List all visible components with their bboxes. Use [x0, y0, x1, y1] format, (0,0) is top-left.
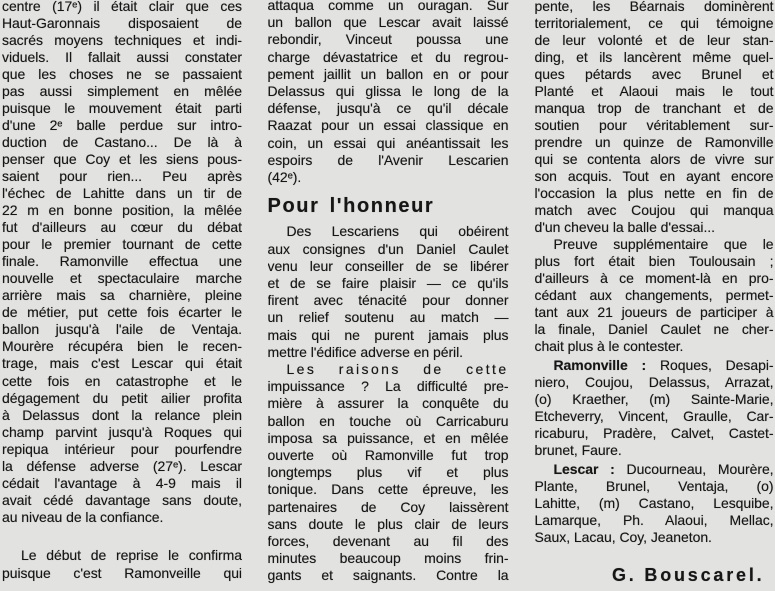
- text-line: d'une 2ᵉ balle perdue sur intro-: [2, 116, 242, 133]
- byline: G. Bouscarel.: [612, 565, 765, 585]
- text-line: aux consignes d'un Daniel Caulet: [267, 240, 509, 257]
- text-line: sacrés moyens techniques et indi-: [2, 31, 242, 48]
- text-line: saient pour rien... Peu après: [2, 167, 242, 184]
- text-line: à Delassus dont la relance plein: [2, 406, 242, 423]
- text-line: pement jaillit un ballon en or pour: [267, 65, 509, 82]
- text-line: venu leur conseiller de se libérer: [267, 257, 509, 274]
- text-line: longtemps plus vif et plus: [267, 464, 509, 481]
- text-line: finale. Ramonville effectua une: [2, 253, 242, 270]
- text-line: de métier, put cette fois écarter le: [2, 304, 242, 321]
- paragraph: [268, 223, 509, 361]
- paragraph: [535, 0, 774, 236]
- text-line: cette fois en catastrophe et le: [2, 372, 242, 389]
- text-line: impuissance ? La difficulté pre-: [267, 378, 509, 395]
- lineup-paragraph: [535, 357, 774, 459]
- paragraph: [2, 547, 242, 581]
- text-line: forces, devenant au fil des: [267, 533, 509, 550]
- text-line: Saux, Lacau, Coy, Jeaneton.: [534, 528, 712, 545]
- text-line: puisque c'est Ramonveille qui: [2, 564, 242, 581]
- text-line: puisque le mouvement était parti: [2, 99, 242, 116]
- text-line: fut d'ailleurs au cœur du débat: [2, 219, 242, 236]
- team-players: Ducourneau, Mourère,: [626, 460, 774, 477]
- lineup-paragraph: [535, 461, 774, 546]
- text-line: Delassus qui glissa le long de la: [267, 83, 509, 100]
- text-line: ques pétards avec Brunel et: [534, 65, 774, 82]
- text-line: de leur volonté et de leur stan-: [534, 31, 774, 48]
- text-line: imposa sa puissance, et en mêlée: [267, 429, 509, 446]
- text-line: ding, et ils lancèrent même quel-: [534, 48, 774, 65]
- text-line: [535, 461, 774, 478]
- text-line: rebondir, Vinceut poussa une: [267, 31, 509, 48]
- text-line: nouvelle et spectaculaire marche: [2, 270, 242, 287]
- text-line: l'échec de Lahitte dans un tir de: [2, 185, 242, 202]
- text-line: plus fort était bien Toulousain ;: [534, 252, 774, 269]
- text-line: trage, mais c'est Lescar qui était: [2, 355, 242, 372]
- text-line: ouverte où Ramonville fut trop: [267, 447, 509, 464]
- text-line: viduels. Il fallait aussi constater: [2, 48, 242, 65]
- text-line: ricaburu, Pradère, Calvet, Castet-: [534, 424, 774, 441]
- text-line: pente, les Béarnais dominèrent: [534, 0, 774, 14]
- text-line: espoirs de l'Avenir Lescarien: [267, 151, 509, 168]
- text-line: prendre un quinze de Ramonville: [534, 133, 774, 150]
- text-line: duction de Castano... De là à: [2, 133, 242, 150]
- team-name: Lescar :: [553, 460, 615, 477]
- text-line: soutien pour véritablement sur-: [534, 116, 774, 133]
- text-line: son acquis. Tout en ayant encore: [534, 167, 774, 184]
- paragraph: [2, 0, 242, 526]
- text-line: Plante, Brunel, Ventaja, (o): [534, 477, 774, 494]
- text-line: ballon en touche où Carricaburu: [267, 412, 509, 429]
- text-line: Le début de reprise le confirma: [21, 547, 242, 564]
- team-name: Ramonville :: [553, 356, 647, 373]
- text-line: manqua trop de tranchant et de: [534, 99, 774, 116]
- text-line: et de se faire plaisir — ce qu'ils: [267, 275, 509, 292]
- text-line: (o) Kraether, (m) Sainte-Marie,: [534, 390, 774, 407]
- text-line: partenaires de Coy laissèrent: [267, 498, 509, 515]
- text-line: l'occasion la plus nette en fin de: [534, 184, 774, 201]
- text-line: Preuve supplémentaire que le: [553, 235, 774, 252]
- text-line: champ parvint jusqu'à Roques qui: [2, 423, 242, 440]
- text-line: tonique. Dans cette épreuve, les: [267, 481, 509, 498]
- text-line: mettre l'édifice adverse en péril.: [267, 343, 464, 360]
- text-line: cédait l'avantage à 4-9 mais il: [2, 474, 242, 491]
- text-line: charge dévastatrice et du regrou-: [267, 48, 509, 65]
- text-line: Raazat pour un essai classique en: [267, 117, 509, 134]
- text-line: Haut-Garonnais disposaient de: [2, 14, 242, 31]
- text-line: Etcheverry, Vincent, Graulle, Car-: [534, 407, 774, 424]
- text-line: la finale, Daniel Caulet ne cher-: [534, 320, 774, 337]
- text-line: minutes beaucoup moins frin-: [267, 550, 509, 567]
- text-line: tant aux 21 joueurs de participer à: [534, 303, 774, 320]
- text-line: match avec Coujou qui manqua: [534, 201, 774, 218]
- text-line: coin, un essai qui anéantissait les: [267, 134, 509, 151]
- text-line: un relief soutenu au match —: [267, 309, 509, 326]
- article-column-3: [535, 0, 774, 546]
- text-line: Des Lescariens qui obéirent: [286, 223, 509, 240]
- text-line: mais qui ne purent jamais plus: [267, 326, 509, 343]
- team-players: Roques, Desapi-: [659, 356, 774, 373]
- article-column-2: [268, 0, 509, 585]
- paragraph: [535, 236, 774, 355]
- section-heading: Pour l'honneur: [267, 195, 435, 218]
- text-line: sans doute le plus clair de leurs: [267, 515, 509, 532]
- text-line: brunet, Faure.: [534, 441, 622, 458]
- text-line: centre (17ᵉ) il était clair que ces: [2, 0, 242, 14]
- text-line: que les choses ne se passaient: [2, 65, 242, 82]
- text-line: Lahitte, (m) Castano, Lesquibe,: [534, 494, 774, 511]
- text-line: [535, 357, 774, 374]
- text-line: Lamarque, Ph. Alaoui, Mellac,: [534, 511, 774, 528]
- text-line: Les raisons de cette: [286, 361, 509, 378]
- text-line: ballon jusqu'à l'aile de Ventaja.: [2, 321, 242, 338]
- text-line: qui se contenta alors de vivre sur: [534, 150, 774, 167]
- text-line: un ballon que Lescar avait laissé: [267, 14, 509, 31]
- text-line: firent avec ténacité pour donner: [267, 292, 509, 309]
- text-line: attaqua comme un ouragan. Sur: [267, 0, 509, 13]
- text-line: territorialement, ce qui témoigne: [534, 14, 774, 31]
- text-line: pour le premier tournant de cette: [2, 236, 242, 253]
- text-line: gants et saignants. Contre la: [267, 567, 509, 584]
- text-line: chait plus à le contester.: [534, 337, 684, 354]
- text-line: (42ᵉ).: [267, 169, 302, 186]
- text-line: la défense adverse (27ᵉ). Lescar: [2, 457, 242, 474]
- text-line: 22 m en bonne position, la mêlée: [2, 202, 242, 219]
- text-line: repiqua intérieur pour pourfendre: [2, 440, 242, 457]
- paragraph: [268, 0, 509, 186]
- paragraph: [268, 361, 509, 585]
- text-line: Mourère récupéra bien le recen-: [2, 338, 242, 355]
- text-line: d'un cheveu la balle d'essai...: [534, 218, 715, 235]
- text-line: penser que Coy et les siens pous-: [2, 150, 242, 167]
- article-column-1: [2, 0, 242, 582]
- text-line: dégagement du petit ailier profita: [2, 389, 242, 406]
- text-line: mière à assurer la conquête du: [267, 395, 509, 412]
- text-line: arrière mais sa charnière, pleine: [2, 287, 242, 304]
- text-line: d'ailleurs à ce moment-là en pro-: [534, 269, 774, 286]
- text-line: avait cédé davantage sans doute,: [2, 491, 242, 508]
- text-line: au niveau de la confiance.: [2, 508, 164, 525]
- text-line: cédant aux changements, permet-: [534, 286, 774, 303]
- text-line: pas aussi simplement en mêlée: [2, 82, 242, 99]
- text-line: Planté et Alaoui mais le tout: [534, 82, 774, 99]
- text-line: niero, Coujou, Delassus, Arrazat,: [534, 373, 774, 390]
- text-line: défense, jusqu'à ce qu'il décale: [267, 100, 509, 117]
